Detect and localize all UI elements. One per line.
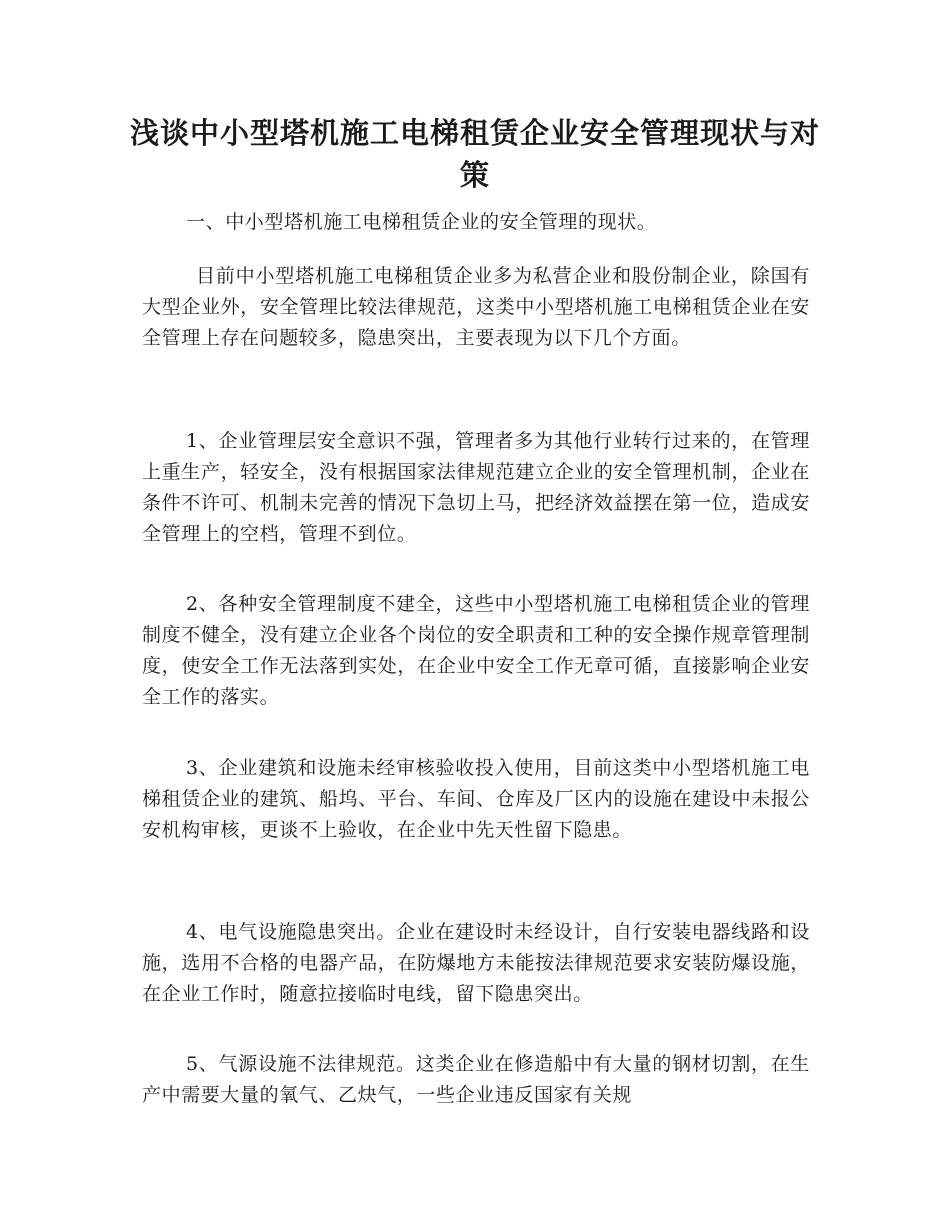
document-title: 浅谈中小型塔机施工电梯租赁企业安全管理现状与对策 bbox=[129, 116, 820, 192]
paragraph-item-5: 5、气源设施不法律规范。这类企业在修造船中有大量的钢材切割，在生产中需要大量的氧气、乙炔气，一些企业违反国家有关规 bbox=[142, 1053, 810, 1106]
paragraph-item-4: 4、电气设施隐患突出。企业在建设时未经设计，自行安装电器线路和设施，选用不合格的电器产品，在防爆地方未能按法律规范要求安装防爆设施，在企业工作时，随意拉接临时电线，留下隐患突出。 bbox=[142, 921, 810, 1005]
paragraph-intro: 目前中小型塔机施工电梯租赁企业多为私营企业和股份制企业，除国有大型企业外，安全管理比较法律规范，这类中小型塔机施工电梯租赁企业在安全管理上存在问题较多，隐患突出，主要表现为以下几个方面。 bbox=[142, 265, 810, 349]
paragraph-item-1: 1、企业管理层安全意识不强，管理者多为其他行业转行过来的，在管理上重生产，轻安全，没有根据国家法律规范建立企业的安全管理机制，企业在条件不许可、机制未完善的情况下急切上马，把经济效益摆在第一位，造成安全管理上的空档，管理不到位。 bbox=[142, 430, 810, 545]
paragraph-item-2: 2、各种安全管理制度不建全，这些中小型塔机施工电梯租赁企业的管理制度不健全，没有建立企业各个岗位的安全职责和工种的安全操作规章管理制度，使安全工作无法落到实处，在企业中安全工作无章可循，直接影响企业安全工作的落实。 bbox=[142, 593, 810, 708]
section-heading: 一、中小型塔机施工电梯租赁企业的安全管理的现状。 bbox=[186, 211, 657, 233]
paragraph-item-3: 3、企业建筑和设施未经审核验收投入使用，目前这类中小型塔机施工电梯租赁企业的建筑、船坞、平台、车间、仓库及厂区内的设施在建设中未报公安机构审核，更谈不上验收，在企业中先天性留下隐患。 bbox=[142, 757, 810, 841]
